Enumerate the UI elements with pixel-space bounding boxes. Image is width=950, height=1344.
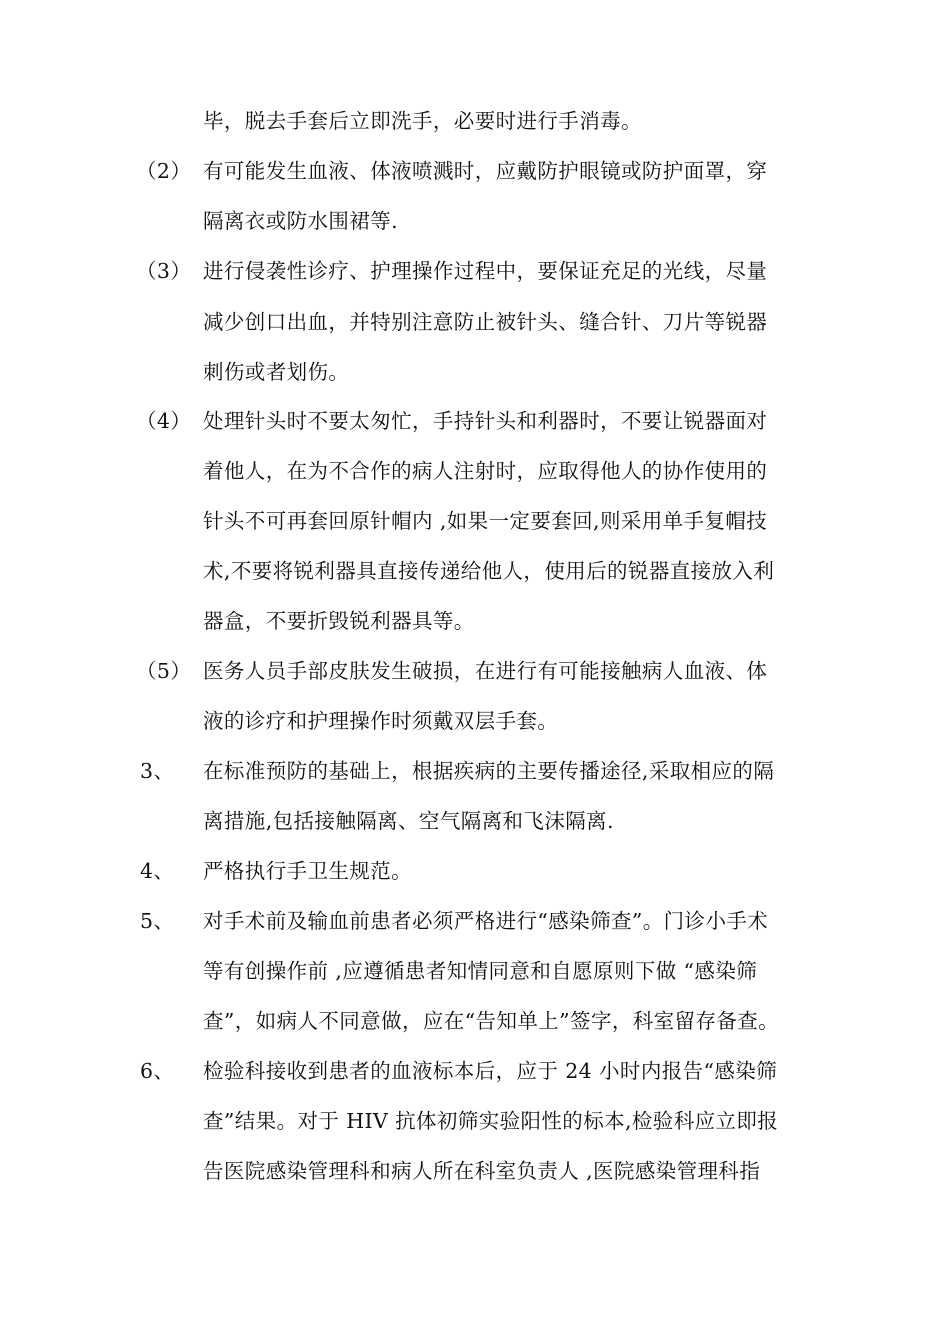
text-line: 等有创操作前 ,应遵循患者知情同意和自愿原则下做 “感染筛 (203, 959, 758, 983)
list-marker: 5、 (140, 909, 175, 933)
list-marker: 4、 (140, 859, 175, 883)
text-line: 检验科接收到患者的血液标本后，应于 24 小时内报告“感染筛 (203, 1059, 778, 1083)
text-line: 液的诊疗和护理操作时须戴双层手套。 (203, 709, 559, 733)
text-line: 离措施,包括接触隔离、空气隔离和飞沫隔离. (203, 809, 614, 833)
text-line: 术,不要将锐利器具直接传递给他人，使用后的锐器直接放入利 (203, 559, 775, 583)
text-line: 着他人，在为不合作的病人注射时，应取得他人的协作使用的 (203, 459, 768, 483)
text-line: 处理针头时不要太匆忙，手持针头和利器时，不要让锐器面对 (203, 409, 768, 433)
list-marker: （3） (136, 259, 192, 283)
list-marker: （2） (136, 159, 192, 183)
text-line: 在标准预防的基础上，根据疾病的主要传播途径,采取相应的隔 (203, 759, 775, 783)
text-line: 查”，如病人不同意做，应在“告知单上”签字，科室留存备查。 (203, 1009, 780, 1033)
text-line: 严格执行手卫生规范。 (203, 859, 412, 883)
text-line: 医务人员手部皮肤发生破损，在进行有可能接触病人血液、体 (203, 659, 768, 683)
text-line: 刺伤或者划伤。 (203, 360, 350, 384)
text-line: 告医院感染管理科和病人所在科室负责人 ,医院感染管理科指 (203, 1159, 761, 1183)
list-marker: （4） (136, 409, 192, 433)
text-line: 隔离衣或防水围裙等. (203, 209, 399, 233)
text-line: 减少创口出血，并特别注意防止被针头、缝合针、刀片等锐器 (203, 310, 768, 334)
text-line: 针头不可再套回原针帽内 ,如果一定要套回,则采用单手复帽技 (203, 509, 768, 533)
text-line: 进行侵袭性诊疗、护理操作过程中，要保证充足的光线，尽量 (203, 259, 768, 283)
text-line: 有可能发生血液、体液喷溅时，应戴防护眼镜或防护面罩，穿 (203, 159, 768, 183)
list-marker: （5） (136, 659, 192, 683)
text-line: 毕，脱去手套后立即洗手，必要时进行手消毒。 (203, 109, 642, 133)
text-line: 查”结果。对于 HIV 抗体初筛实验阳性的标本,检验科应立即报 (203, 1109, 779, 1133)
list-marker: 3、 (140, 759, 175, 783)
text-line: 器盒，不要折毁锐利器具等。 (203, 609, 475, 633)
list-marker: 6、 (140, 1059, 175, 1083)
text-line: 对手术前及输血前患者必须严格进行“感染筛查”。门诊小手术 (203, 909, 769, 933)
